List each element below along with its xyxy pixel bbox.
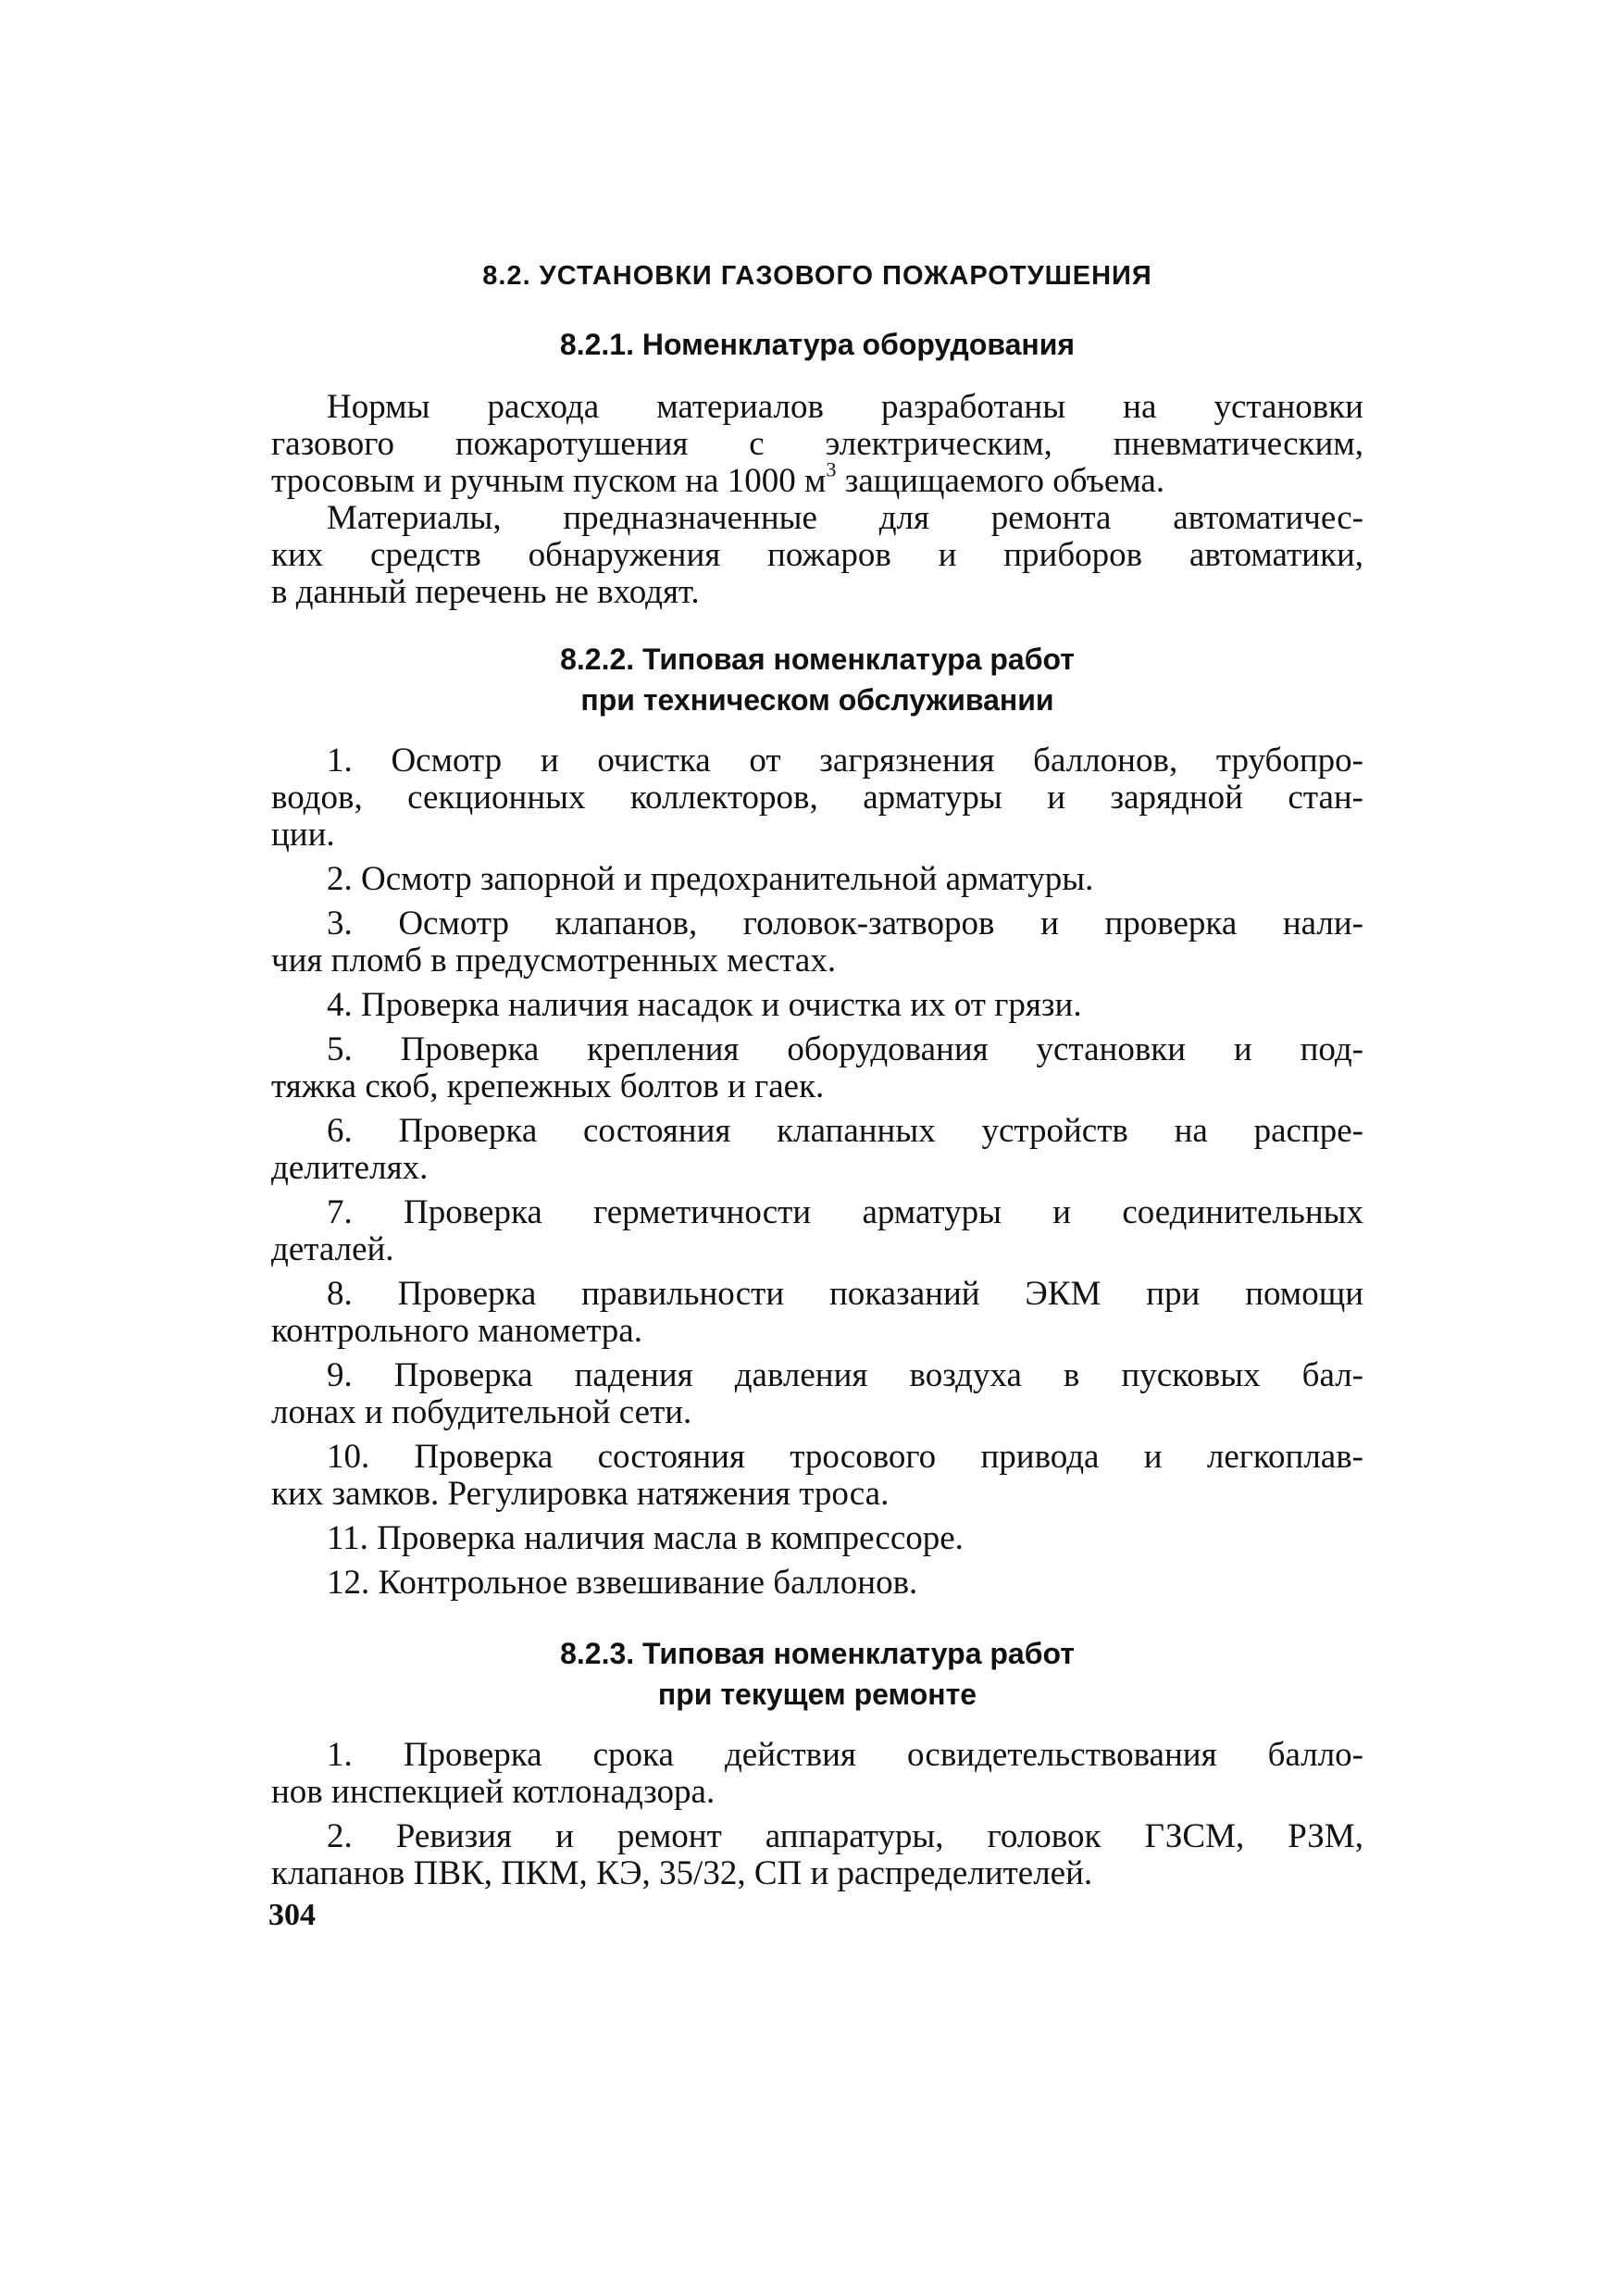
repair-work-list — [271, 1737, 1363, 1892]
list-item — [271, 1276, 1363, 1350]
list-item — [271, 1113, 1363, 1187]
list-item — [271, 1565, 1363, 1602]
list-item-line: ции. — [271, 816, 335, 854]
subsection-title-line: при техническом обслуживании — [580, 683, 1054, 717]
list-item-line: 4. Проверка наличия насадок и очистка их от грязи. — [327, 986, 1082, 1024]
list-item — [271, 1357, 1363, 1431]
text-line: газового пожаротушения с электрическим, пневматическим, — [271, 425, 1363, 463]
subsection-title-line: 8.2.1. Номенклатура оборудования — [559, 328, 1076, 361]
text-line: Нормы расхода материалов разработаны на установки — [327, 388, 1363, 426]
list-item-line: нов инспекцией котлонадзора. — [271, 1773, 716, 1811]
subsection-title-line: при текущем ремонте — [657, 1678, 977, 1711]
list-item — [271, 905, 1363, 980]
list-item — [271, 987, 1363, 1024]
list-item-line: 2. Ревизия и ремонт аппаратуры, головок ГЗСМ, РЗМ, — [327, 1817, 1363, 1855]
list-item-line: 8. Проверка правильности показаний ЭКМ при помощи — [327, 1275, 1363, 1313]
list-item-line: 6. Проверка состояния клапанных устройств на распре- — [327, 1112, 1363, 1150]
list-item-line: 1. Осмотр и очистка от загрязнения баллонов, трубопро- — [327, 742, 1363, 780]
paragraph-norms — [271, 389, 1363, 500]
list-item-line: лонах и побудительной сети. — [271, 1393, 692, 1431]
list-item-line: делителях. — [271, 1149, 429, 1187]
text-line: ких средств обнаружения пожаров и приборов автоматики, — [271, 536, 1363, 574]
list-item-line: клапанов ПВК, ПКМ, КЭ, 35/32, СП и распределителей. — [271, 1854, 1093, 1892]
list-item-line: контрольного манометра. — [271, 1312, 642, 1350]
text-line: в данный перечень не входят. — [271, 573, 700, 611]
list-item-line: тяжка скоб, крепежных болтов и гаек. — [271, 1067, 825, 1105]
subsection-title-8-2-2 — [271, 639, 1363, 720]
section-title: 8.2. УСТАНОВКИ ГАЗОВОГО ПОЖАРОТУШЕНИЯ — [482, 261, 1152, 291]
subsection-title-8-2-3 — [271, 1633, 1363, 1715]
text-fragment: защищаемого объема. — [836, 462, 1165, 500]
list-item-line: ких замков. Регулировка натяжения троса. — [271, 1475, 890, 1513]
list-item — [271, 1194, 1363, 1268]
list-item-line: 11. Проверка наличия масла в компрессоре. — [327, 1519, 964, 1557]
list-item — [271, 1737, 1363, 1811]
list-item — [271, 742, 1363, 854]
list-item — [271, 1439, 1363, 1513]
list-item-line: 1. Проверка срока действия освидетельствования балло- — [327, 1736, 1363, 1774]
text-line: Материалы, предназначенные для ремонта автоматичес- — [327, 499, 1363, 537]
page-number: 304 — [268, 1898, 316, 1932]
text-line — [271, 457, 1363, 500]
document-page — [271, 243, 1363, 1892]
list-item — [271, 1818, 1363, 1892]
list-item-line: 2. Осмотр запорной и предохранительной арматуры. — [327, 860, 1094, 898]
superscript: 3 — [826, 457, 837, 481]
subsection-title-line: 8.2.2. Типовая номенклатура работ — [560, 643, 1075, 676]
list-item-line: деталей. — [271, 1230, 394, 1268]
list-item-line: водов, секционных коллекторов, арматуры и зарядной стан- — [271, 779, 1363, 817]
list-item-line: 10. Проверка состояния тросового привода и легкоплав- — [327, 1438, 1363, 1476]
list-item — [271, 1520, 1363, 1557]
subsection-title-line: 8.2.3. Типовая номенклатура работ — [560, 1637, 1075, 1670]
list-item-line: 3. Осмотр клапанов, головок-затворов и проверка нали- — [327, 905, 1363, 942]
list-item — [271, 1031, 1363, 1105]
list-item-line: 9. Проверка падения давления воздуха в пусковых бал- — [327, 1356, 1363, 1394]
list-item — [271, 861, 1363, 898]
subsection-title-8-2-1 — [271, 324, 1363, 365]
text-fragment: тросовым и ручным пуском на 1000 м — [271, 462, 827, 500]
maintenance-work-list — [271, 742, 1363, 1602]
list-item-line: 12. Контрольное взвешивание баллонов. — [327, 1564, 918, 1602]
list-item-line: 7. Проверка герметичности арматуры и соединительных — [327, 1193, 1363, 1231]
list-item-line: 5. Проверка крепления оборудования установки и под- — [327, 1030, 1363, 1068]
paragraph-materials — [271, 500, 1363, 611]
list-item-line: чия пломб в предусмотренных местах. — [271, 942, 837, 980]
